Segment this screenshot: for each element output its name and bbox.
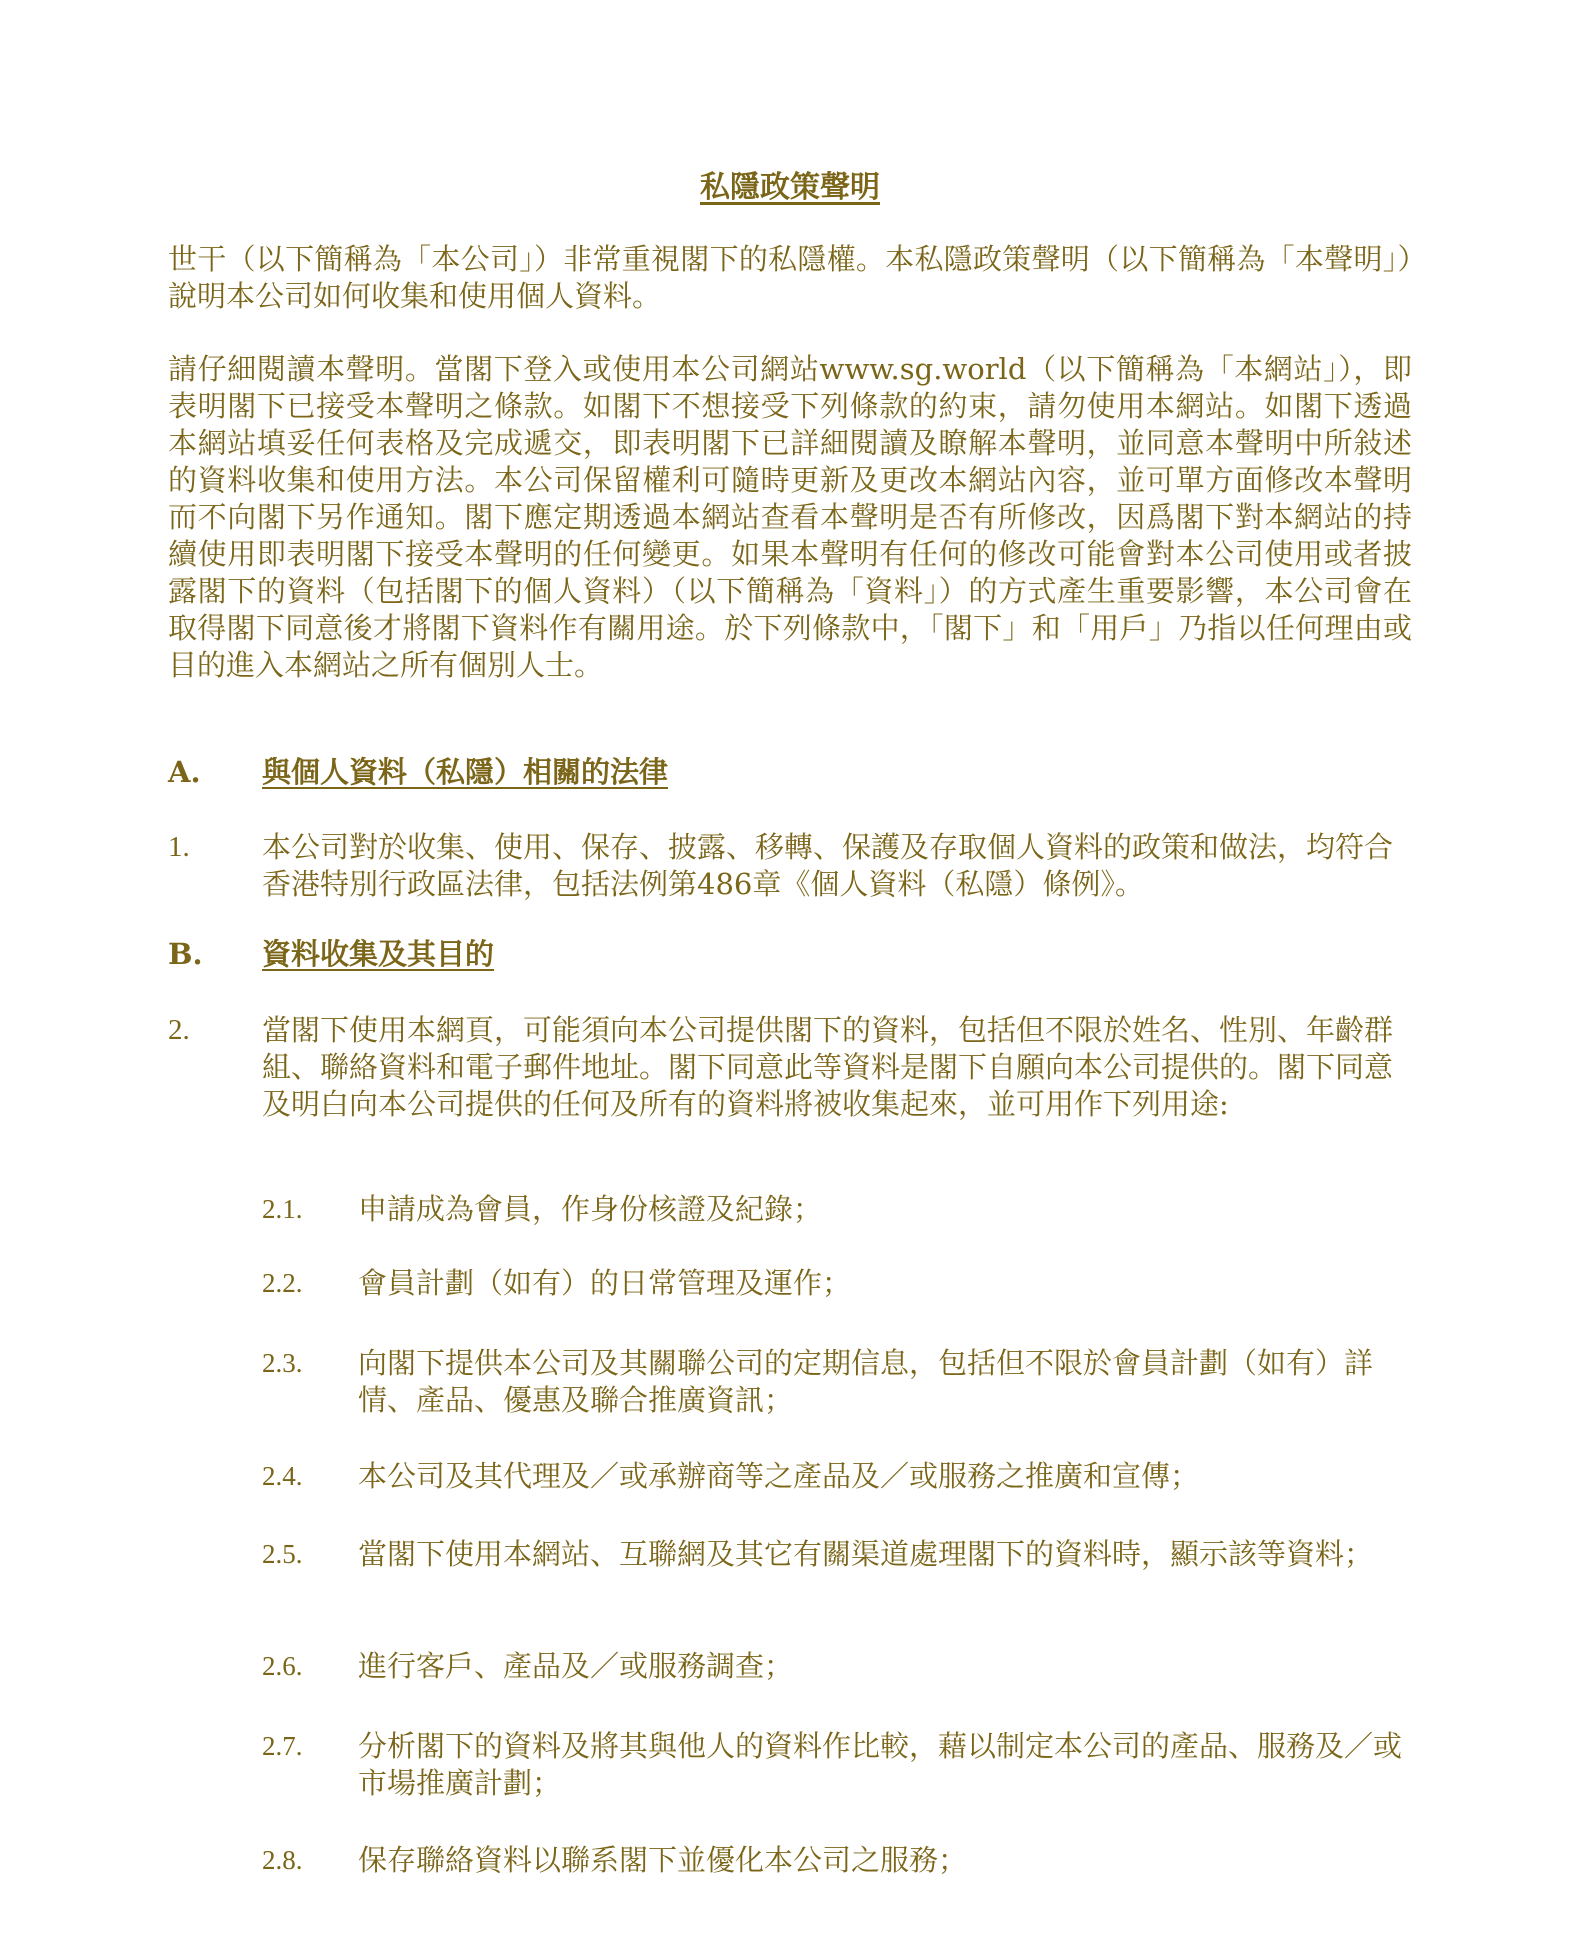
subclause-number: 2.3. (262, 1348, 303, 1378)
subclause-text: 分析閣下的資料及將其與他人的資料作比較，藉以制定本公司的產品、服務及／或市場推廣計劃； (358, 1729, 1403, 1800)
intro-paragraph: 世干（以下簡稱為「本公司」）非常重視閣下的私隱權。本私隱政策聲明（以下簡稱為「本聲明」）說明本公司如何收集和使用個人資料。 (168, 242, 1412, 313)
subclause-number: 2.6. (262, 1651, 303, 1681)
subclause-text: 本公司及其代理及／或承辦商等之產品及／或服務之推廣和宣傳； (358, 1459, 1200, 1493)
clause-text: 當閣下使用本網頁，可能須向本公司提供閣下的資料，包括但不限於姓名、性別、年齡群組、聯絡資料和電子郵件地址。閣下同意此等資料是閣下自願向本公司提供的。閣下同意及明白向本公司提供的任何及所有的資料將被收集起來，並可用作下列用途: (262, 1013, 1394, 1121)
document-title: 私隱政策聲明 (700, 170, 880, 205)
subclause-text: 當閣下使用本網站、互聯網及其它有關渠道處理閣下的資料時，顯示該等資料； (358, 1537, 1374, 1571)
subclause-text: 申請成為會員，作身份核證及紀錄； (358, 1192, 823, 1226)
section-title: 與個人資料（私隱）相關的法律 (262, 755, 669, 789)
subclause-number: 2.4. (262, 1461, 303, 1491)
subclause-number: 2.8. (262, 1845, 303, 1875)
clause-text: 本公司對於收集、使用、保存、披露、移轉、保護及存取個人資料的政策和做法，均符合香港特別行政區法律，包括法例第486章《個人資料（私隱）條例》。 (262, 830, 1394, 901)
subclause-text: 向閣下提供本公司及其關聯公司的定期信息，包括但不限於會員計劃（如有）詳情、產品、優惠及聯合推廣資訊； (358, 1346, 1374, 1417)
subclause-number: 2.1. (262, 1194, 303, 1224)
clause-number: 1. (168, 831, 190, 863)
subclause-number: 2.5. (262, 1539, 303, 1569)
notice-paragraph: 請仔細閱讀本聲明。當閣下登入或使用本公司網站www.sg.world（以下簡稱為「本網站」），即表明閣下已接受本聲明之條款。如閣下不想接受下列條款的約束，請勿使用本網站。如閣下透過本網站填妥任何表格及完成遞交，即表明閣下已詳細閱讀及瞭解本聲明，並同意本聲明中所敍述的資料收集和使用方法。本公司保留權利可隨時更新及更改本網站內容，並可單方面修改本聲明而不向閣下另作通知。閣下應定期透過本網站查看本聲明是否有所修改，因爲閣下對本網站的持續使用即表明閣下接受本聲明的任何變更。如果本聲明有任何的修改可能會對本公司使用或者披露閣下的資料（包括閣下的個人資料）（以下簡稱為「資料」）的方式產生重要影響，本公司會在取得閣下同意後才將閣下資料作有關用途。於下列條款中，「閣下」和「用戶」乃指以任何理由或目的進入本網站之所有個別人士。 (168, 352, 1412, 682)
section-heading-a (168, 752, 1412, 792)
subclause-number: 2.7. (262, 1731, 303, 1761)
subclause-text: 進行客戶、產品及／或服務調查； (358, 1649, 794, 1683)
section-title: 資料收集及其目的 (262, 937, 495, 971)
section-letter: B. (168, 937, 203, 971)
section-heading-b (168, 934, 1412, 974)
clause-number: 2. (168, 1014, 190, 1046)
subclause-text: 保存聯絡資料以聯系閣下並優化本公司之服務； (358, 1843, 968, 1877)
section-letter: A. (168, 755, 201, 789)
subclause-text: 會員計劃（如有）的日常管理及運作； (358, 1266, 852, 1300)
subclause-number: 2.2. (262, 1268, 303, 1298)
